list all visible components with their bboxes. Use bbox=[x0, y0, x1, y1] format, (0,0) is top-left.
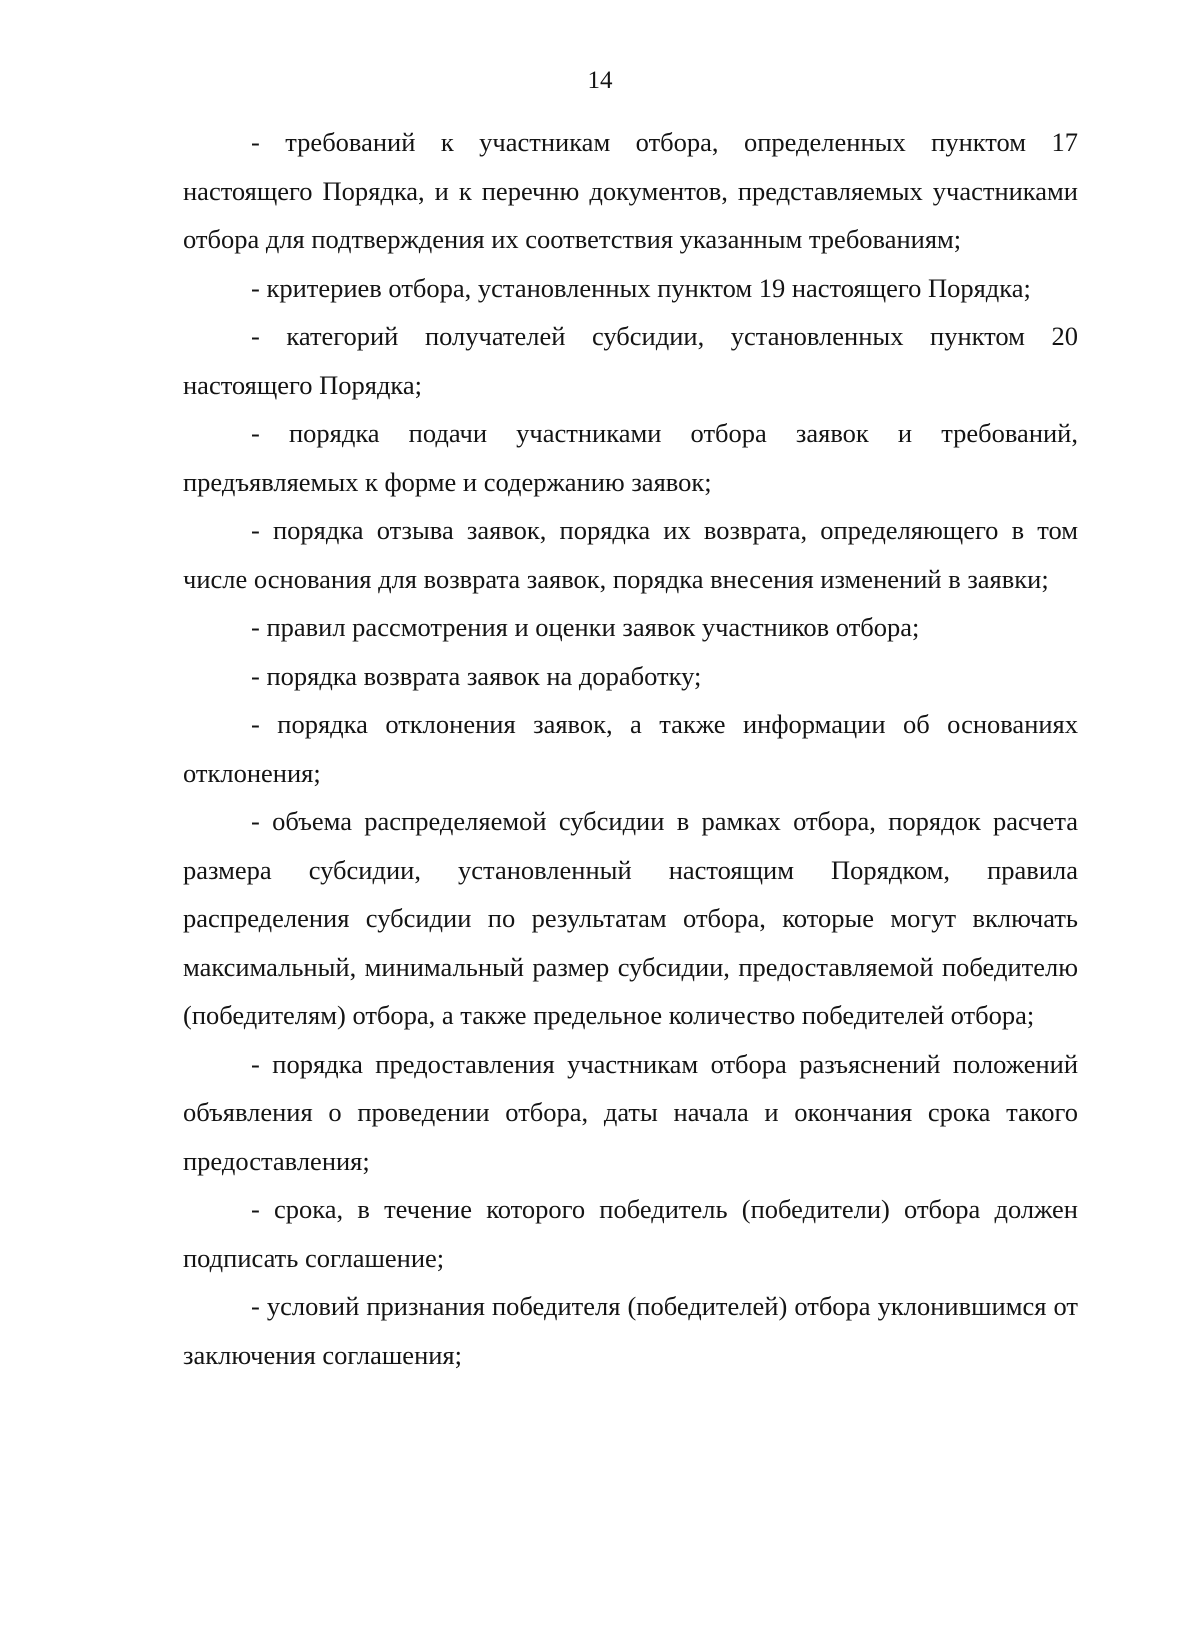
list-item-signing-deadline: - срока, в течение которого победитель (победители) отбора должен подписать соглашение; bbox=[183, 1194, 1078, 1273]
list-item-participant-requirements: - требований к участникам отбора, определенных пунктом 17 настоящего Порядка, и к перечню документов, представляемых участниками отбора для подтверждения их соответствия указанным требованиям; bbox=[183, 127, 1078, 254]
list-item-return-for-revision: - порядка возврата заявок на доработку; bbox=[251, 660, 702, 691]
list-item-subsidy-volume: - объема распределяемой субсидии в рамках отбора, порядок расчета размера субсидии, установленный настоящим Порядком, правила распределения субсидии по результатам отбора, которые могут включать максимальный, минимальный размер субсидии, предоставляемой победителю (победителям) отбора, а также предельное количество победителей отбора; bbox=[183, 806, 1078, 1030]
list-item-review-rules: - правил рассмотрения и оценки заявок участников отбора; bbox=[251, 612, 920, 642]
list-item-application-submission: - порядка подачи участниками отбора заявок и требований, предъявляемых к форме и содержанию заявок; bbox=[183, 418, 1078, 497]
list-item-evasion-conditions: - условий признания победителя (победителей) отбора уклонившимся от заключения соглашения; bbox=[183, 1291, 1078, 1370]
list-item-selection-criteria: - критериев отбора, установленных пунктом 19 настоящего Порядка; bbox=[251, 272, 1031, 303]
document-body bbox=[183, 118, 1078, 1379]
list-item-clarifications: - порядка предоставления участникам отбора разъяснений положений объявления о проведении отбора, даты начала и окончания срока такого предоставления; bbox=[183, 1048, 1078, 1176]
list-item-rejection: - порядка отклонения заявок, а также информации об основаниях отклонения; bbox=[183, 709, 1078, 788]
list-item-recipient-categories: - категорий получателей субсидии, установленных пунктом 20 настоящего Порядка; bbox=[183, 321, 1078, 400]
list-item-application-withdrawal: - порядка отзыва заявок, порядка их возврата, определяющего в том числе основания для возврата заявок, порядка внесения изменений в заявки; bbox=[183, 515, 1078, 594]
page-number: 14 bbox=[587, 67, 613, 94]
